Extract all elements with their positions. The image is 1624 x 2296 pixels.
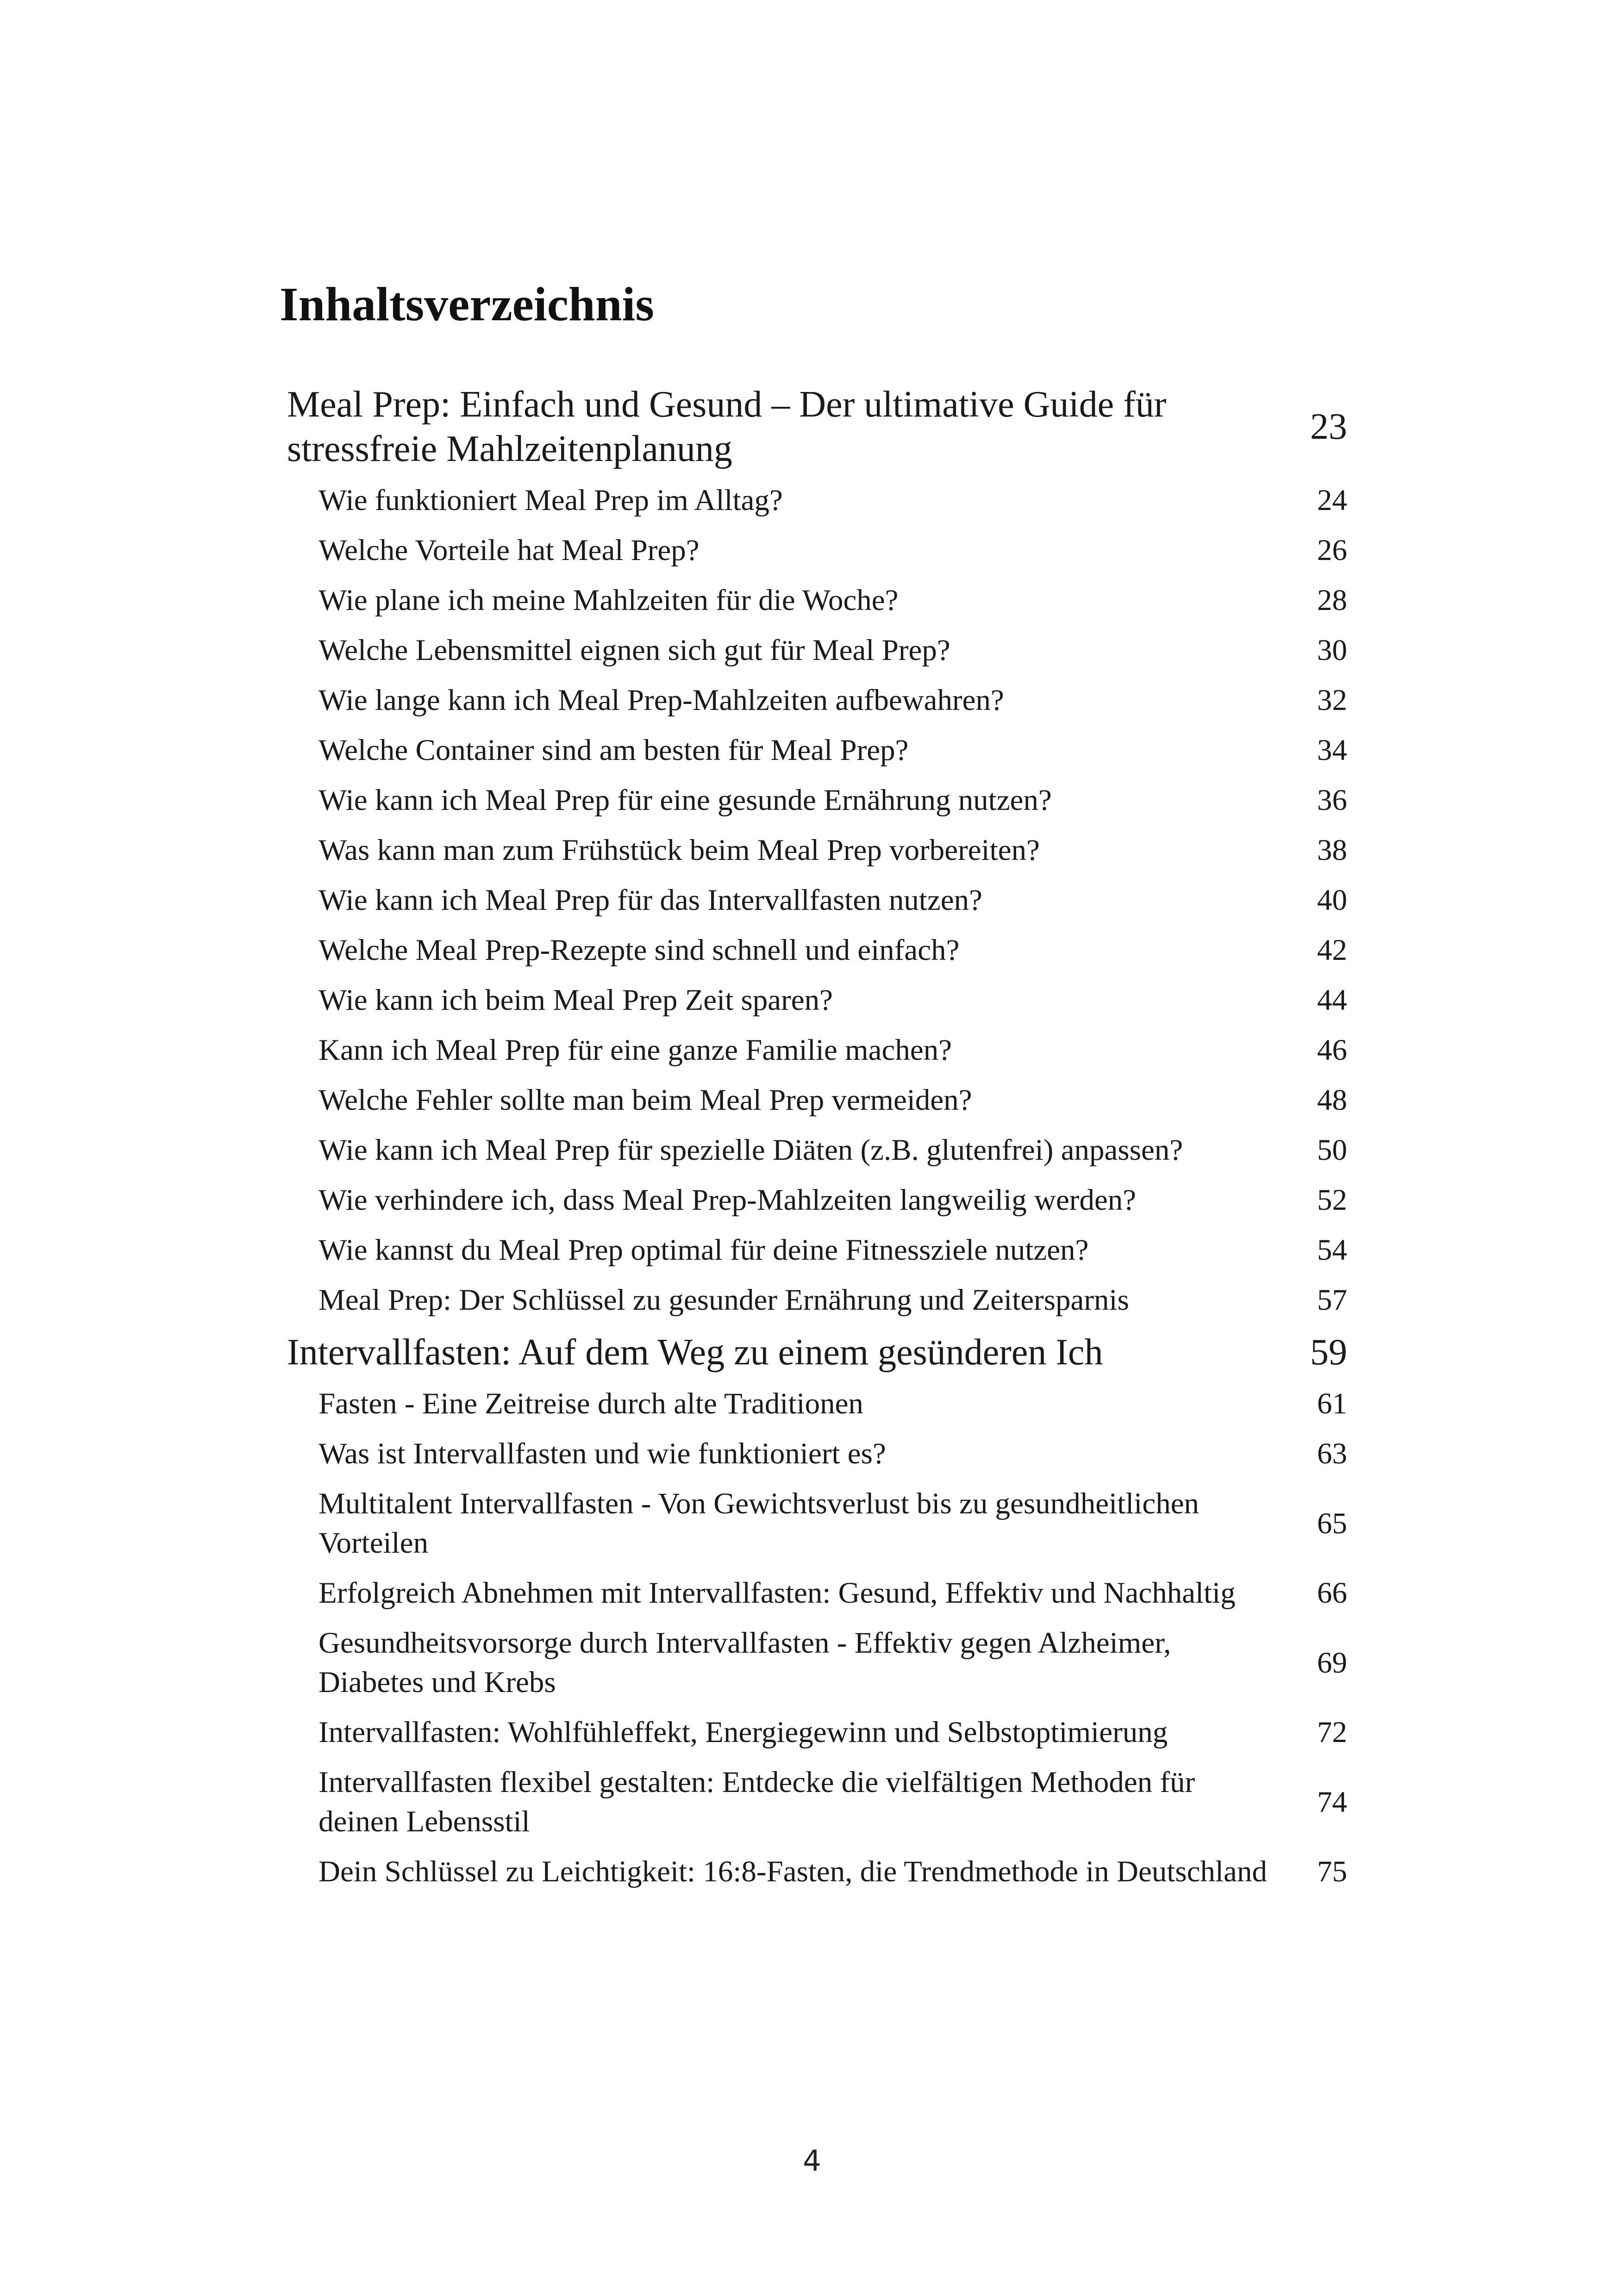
toc-page-number: 23 (1310, 406, 1347, 447)
toc-entry-title: Welche Lebensmittel eignen sich gut für Meal Prep? (319, 634, 950, 667)
toc-entry-title: Meal Prep: Der Schlüssel zu gesunder Ernährung und Zeitersparnis (319, 1283, 1129, 1317)
toc-entry-title: Welche Vorteile hat Meal Prep? (319, 534, 700, 567)
toc-entry-title: Kann ich Meal Prep für eine ganze Familie machen? (319, 1033, 952, 1067)
toc-section-entry[interactable] (287, 1847, 1347, 1897)
toc-entry-title: Was kann man zum Frühstück beim Meal Prep vorbereiten? (319, 834, 1040, 867)
toc-section-entry[interactable] (287, 1568, 1347, 1618)
toc-entry-title: Dein Schlüssel zu Leichtigkeit: 16:8-Fasten, die Trendmethode in Deutschland (319, 1855, 1267, 1888)
toc-entry-title: Wie kann ich Meal Prep für das Intervallfasten nutzen? (319, 884, 983, 917)
toc-section-entry[interactable] (287, 776, 1347, 826)
toc-page-number: 30 (1317, 634, 1347, 667)
page-title: Inhaltsverzeichnis (280, 278, 654, 331)
toc-section-entry[interactable] (287, 1276, 1347, 1325)
table-of-contents (287, 378, 1347, 1897)
toc-page-number: 59 (1310, 1332, 1347, 1373)
toc-section-entry[interactable] (287, 1708, 1347, 1758)
toc-section-entry[interactable] (287, 1126, 1347, 1176)
toc-entry-title: Intervallfasten: Wohlfühleffekt, Energiegewinn und Selbstoptimierung (319, 1716, 1168, 1749)
toc-page-number: 34 (1317, 734, 1347, 767)
toc-entry-title: Fasten - Eine Zeitreise durch alte Traditionen (319, 1387, 863, 1420)
toc-entry-title: Meal Prep: Einfach und Gesund – Der ultimative Guide für stressfreie Mahlzeitenplanung (287, 384, 1167, 469)
toc-page-number: 61 (1317, 1387, 1347, 1420)
toc-entry-title: Multitalent Intervallfasten - Von Gewichtsverlust bis zu gesundheitlichen Vorteilen (319, 1487, 1199, 1560)
toc-page-number: 50 (1317, 1133, 1347, 1167)
toc-section-entry[interactable] (287, 476, 1347, 526)
toc-entry-title: Wie kann ich beim Meal Prep Zeit sparen? (319, 983, 833, 1017)
toc-page-number: 40 (1317, 884, 1347, 917)
toc-page-number: 69 (1317, 1646, 1347, 1680)
toc-chapter-entry[interactable] (287, 1325, 1347, 1379)
toc-page-number: 32 (1317, 684, 1347, 717)
toc-section-entry[interactable] (287, 1379, 1347, 1429)
toc-entry-title: Welche Fehler sollte man beim Meal Prep vermeiden? (319, 1083, 972, 1117)
toc-section-entry[interactable] (287, 1176, 1347, 1226)
toc-entry-title: Welche Container sind am besten für Meal Prep? (319, 734, 909, 767)
toc-entry-title: Wie kannst du Meal Prep optimal für deine Fitnessziele nutzen? (319, 1233, 1089, 1267)
toc-section-entry[interactable] (287, 1026, 1347, 1076)
page-number: 4 (803, 2144, 821, 2178)
toc-page-number: 44 (1317, 983, 1347, 1017)
toc-page-number: 72 (1317, 1716, 1347, 1749)
toc-section-entry[interactable] (287, 1076, 1347, 1126)
toc-entry-title: Intervallfasten flexibel gestalten: Entdecke die vielfältigen Methoden für deinen Lebensstil (319, 1766, 1195, 1838)
toc-entry-title: Wie funktioniert Meal Prep im Alltag? (319, 484, 783, 517)
toc-entry-title: Was ist Intervallfasten und wie funktioniert es? (319, 1437, 886, 1470)
toc-section-entry[interactable] (287, 626, 1347, 676)
toc-section-entry[interactable] (287, 826, 1347, 876)
toc-section-entry[interactable] (287, 1429, 1347, 1479)
toc-section-entry[interactable] (287, 576, 1347, 626)
toc-page-number: 54 (1317, 1233, 1347, 1267)
toc-section-entry[interactable] (287, 676, 1347, 726)
toc-page-number: 57 (1317, 1283, 1347, 1317)
toc-section-entry[interactable] (287, 1226, 1347, 1276)
toc-section-entry[interactable] (287, 726, 1347, 776)
toc-page-number: 38 (1317, 834, 1347, 867)
toc-section-entry[interactable] (287, 1618, 1347, 1708)
toc-entry-title: Wie kann ich Meal Prep für eine gesunde Ernährung nutzen? (319, 784, 1052, 817)
toc-page-number: 24 (1317, 484, 1347, 517)
toc-entry-title: Intervallfasten: Auf dem Weg zu einem gesünderen Ich (287, 1332, 1103, 1373)
toc-page-number: 36 (1317, 784, 1347, 817)
toc-page-number: 52 (1317, 1183, 1347, 1217)
toc-page-number: 74 (1317, 1785, 1347, 1819)
toc-page-number: 48 (1317, 1083, 1347, 1117)
toc-page-number: 63 (1317, 1437, 1347, 1470)
toc-entry-title: Gesundheitsvorsorge durch Intervallfasten - Effektiv gegen Alzheimer, Diabetes und Krebs (319, 1626, 1171, 1699)
toc-page-number: 26 (1317, 534, 1347, 567)
toc-entry-title: Wie verhindere ich, dass Meal Prep-Mahlzeiten langweilig werden? (319, 1183, 1137, 1217)
toc-page-number: 65 (1317, 1506, 1347, 1540)
toc-section-entry[interactable] (287, 976, 1347, 1026)
toc-page-number: 42 (1317, 933, 1347, 967)
toc-section-entry[interactable] (287, 876, 1347, 926)
toc-entry-title: Welche Meal Prep-Rezepte sind schnell und einfach? (319, 933, 960, 967)
toc-section-entry[interactable] (287, 526, 1347, 576)
toc-page-number: 46 (1317, 1033, 1347, 1067)
toc-page-number: 75 (1317, 1855, 1347, 1888)
toc-page-number: 66 (1317, 1576, 1347, 1610)
toc-chapter-entry[interactable] (287, 378, 1347, 476)
toc-section-entry[interactable] (287, 1479, 1347, 1568)
toc-entry-title: Erfolgreich Abnehmen mit Intervallfasten: Gesund, Effektiv und Nachhaltig (319, 1576, 1236, 1610)
toc-section-entry[interactable] (287, 1758, 1347, 1847)
toc-section-entry[interactable] (287, 926, 1347, 976)
toc-entry-title: Wie plane ich meine Mahlzeiten für die Woche? (319, 584, 899, 617)
toc-entry-title: Wie kann ich Meal Prep für spezielle Diäten (z.B. glutenfrei) anpassen? (319, 1133, 1183, 1167)
toc-entry-title: Wie lange kann ich Meal Prep-Mahlzeiten aufbewahren? (319, 684, 1004, 717)
toc-page-number: 28 (1317, 584, 1347, 617)
